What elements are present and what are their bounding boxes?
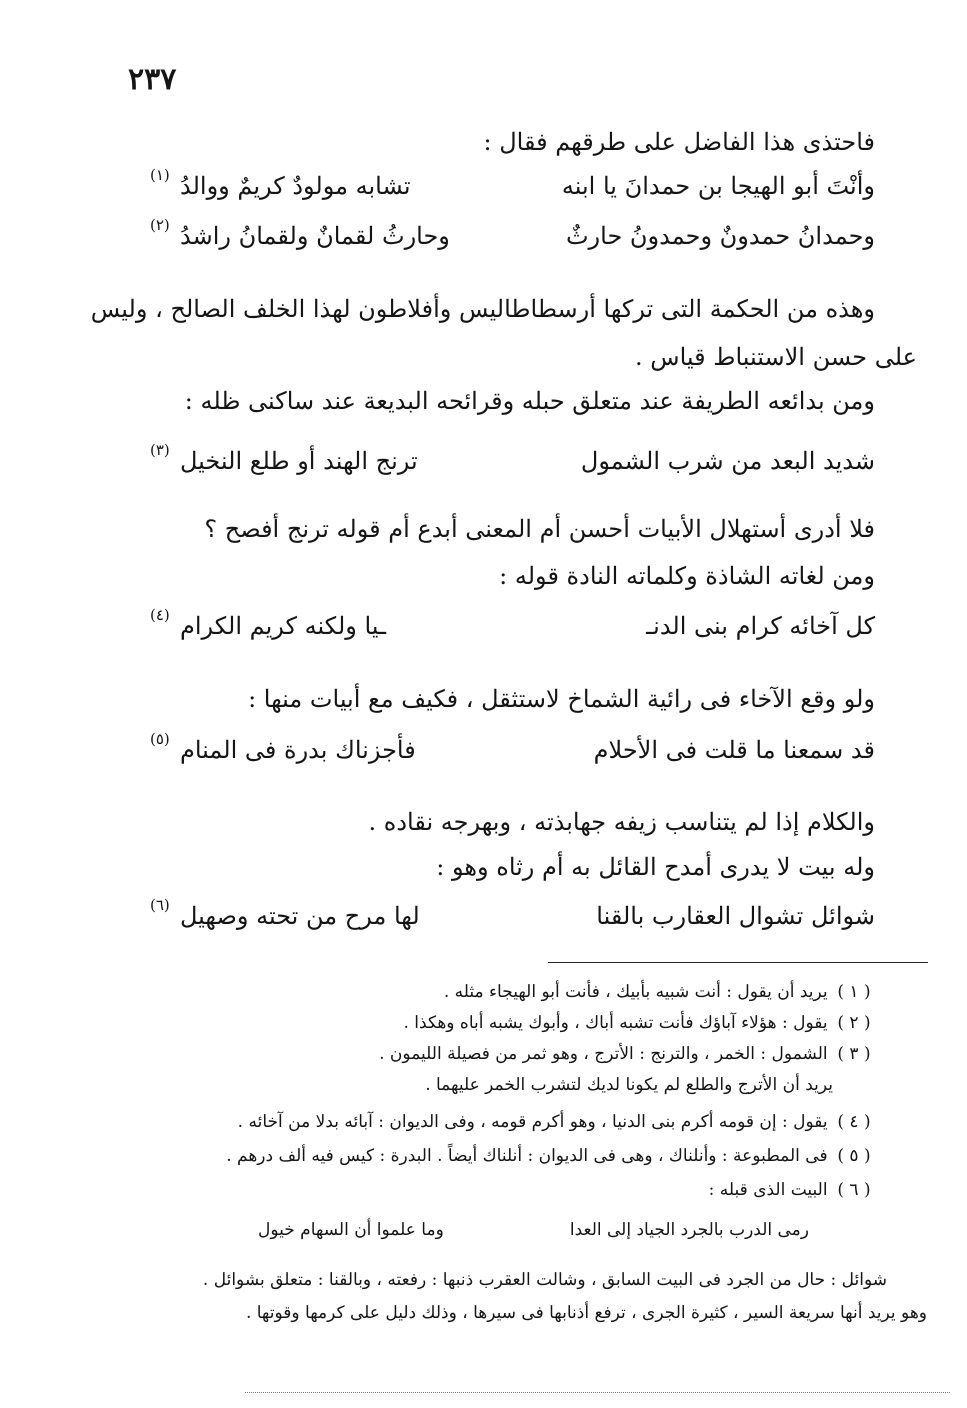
verse-6-first-hemistich: شوائل تشوال العقارب بالقنا (596, 902, 875, 930)
paragraph-1-line-2: على حسن الاستنباط قياس . (635, 343, 917, 371)
footnote-5 (226, 1146, 875, 1166)
verse-4-second-hemistich: ـيا ولكنه كريم الكرام (180, 612, 387, 640)
footnote-text: يقول : إن قومه أكرم بنى الدنيا ، وهو أكرم قومه ، وفى الديوان : آبائه بدلا من آخائه . (237, 1112, 828, 1132)
paragraph-5: ولو وقع الآخاء فى رائية الشماخ لاستثقل ، فكيف مع أبيات منها : (248, 685, 875, 713)
gloss-line-1: شوائل : حال من الجرد فى البيت السابق ، وشالت العقرب ذنبها : رفعته ، وبالقنا : متعلق بشوائل . (202, 1270, 887, 1290)
verse-1 (150, 166, 875, 216)
footnote-3-continuation (425, 1075, 833, 1095)
footnote-3 (379, 1044, 875, 1064)
verse-1-second-hemistich: تشابه مولودٌ كريمٌ ووالدُ (180, 172, 411, 200)
verse-4 (150, 606, 875, 656)
footnote-number: ( ١ ) (837, 982, 871, 1002)
verse-2 (150, 216, 875, 266)
page-number: ٢٣٧ (128, 62, 177, 97)
footnote-2 (404, 1013, 876, 1033)
footnote-6 (709, 1180, 875, 1200)
footnote-ref-2: (٢) (150, 216, 170, 234)
paragraph-2: ومن بدائعه الطريفة عند متعلق حبله وقرائحه البديعة عند ساكنى ظله : (184, 387, 875, 415)
verse-5-first-hemistich: قد سمعنا ما قلت فى الأحلام (593, 736, 875, 764)
footnote-ref-1: (١) (150, 166, 170, 184)
footnote-number: ( ٥ ) (837, 1146, 871, 1166)
footnote-number: ( ٤ ) (837, 1112, 871, 1132)
verse-3-first-hemistich: شديد البعد من شرب الشمول (580, 447, 875, 475)
footnote-text: الشمول : الخمر ، والترنج : الأترج ، وهو ثمر من فصيلة الليمون . (379, 1044, 828, 1064)
verse-1-first-hemistich: وأنْتَ أبو الهيجا بن حمدانَ يا ابنه (561, 172, 875, 200)
verse-3 (150, 441, 875, 491)
verse-5 (150, 730, 875, 780)
verse-6 (150, 896, 875, 946)
footnote-ref-4: (٤) (150, 606, 170, 624)
paragraph-6-line-2: وله بيت لا يدرى أمدح القائل به أم رثاه وهو : (436, 853, 875, 881)
verse-6-second-hemistich: لها مرح من تحته وصهيل (180, 902, 420, 930)
verse-2-second-hemistich: وحارثُ لقمانٌ ولقمانُ راشدُ (180, 222, 450, 250)
footnote-text: يريد أن يقول : أنت شبيه بأبيك ، فأنت أبو الهيجاء مثله . (443, 982, 828, 1002)
footnote-text: يريد أن الأترج والطلع لم يكونا لديك لتشرب الخمر عليهما . (425, 1075, 833, 1095)
footnote-4 (238, 1112, 875, 1132)
verse-3-second-hemistich: ترنج الهند أو طلع النخيل (180, 447, 418, 475)
footnote-text: يقول : هؤلاء آباؤك فأنت تشبه أباك ، وأبوك يشبه أباه وهكذا . (403, 1013, 828, 1033)
paragraph-1-line-1: وهذه من الحكمة التى تركها أرسطاطاليس وأفلاطون لهذا الخلف الصالح ، وليس (90, 295, 875, 323)
footnote-text: البيت الذى قبله : (708, 1180, 828, 1200)
paragraph-3: فلا أدرى أستهلال الأبيات أحسن أم المعنى أبدع أم قوله ترنج أفصح ؟ (204, 515, 875, 543)
quoted-verse-first-hemistich: رمى الدرب بالجرد الجياد إلى العدا (569, 1220, 809, 1240)
footnote-number: ( ٣ ) (837, 1044, 871, 1064)
footnote-separator (548, 962, 928, 963)
verse-4-first-hemistich: كل آخائه كرام بنى الدنـ (646, 612, 875, 640)
paragraph-4: ومن لغاته الشاذة وكلماته النادة قوله : (499, 562, 875, 590)
footnote-ref-6: (٦) (150, 896, 170, 914)
gloss-line-2: وهو يريد أنها سريعة السير ، كثيرة الجرى ، ترفع أذنابها فى سيرها ، وذلك دليل على كرمها وقوتها . (245, 1303, 927, 1323)
paragraph-6-line-1: والكلام إذا لم يتناسب زيفه جهابذته ، وبهرجه نقاده . (368, 808, 875, 836)
bottom-edge-line (245, 1392, 950, 1393)
verse-5-second-hemistich: فأجزناك بدرة فى المنام (180, 736, 416, 764)
quoted-verse-second-hemistich: وما علموا أن السهام خيول (258, 1220, 444, 1240)
footnote-number: ( ٦ ) (837, 1180, 871, 1200)
footnote-ref-5: (٥) (150, 730, 170, 748)
footnote-number: ( ٢ ) (837, 1013, 871, 1033)
footnote-1 (444, 982, 875, 1002)
footnote-ref-3: (٣) (150, 441, 170, 459)
verse-2-first-hemistich: وحمدانُ حمدونٌ وحمدونُ حارثٌ (565, 222, 875, 250)
footnote-text: فى المطبوعة : وأنلناك ، وهى فى الديوان : أنلناك أيضاً . البدرة : كيس فيه ألف درهم . (226, 1146, 828, 1166)
intro-line: فاحتذى هذا الفاضل على طرقهم فقال : (483, 128, 875, 156)
